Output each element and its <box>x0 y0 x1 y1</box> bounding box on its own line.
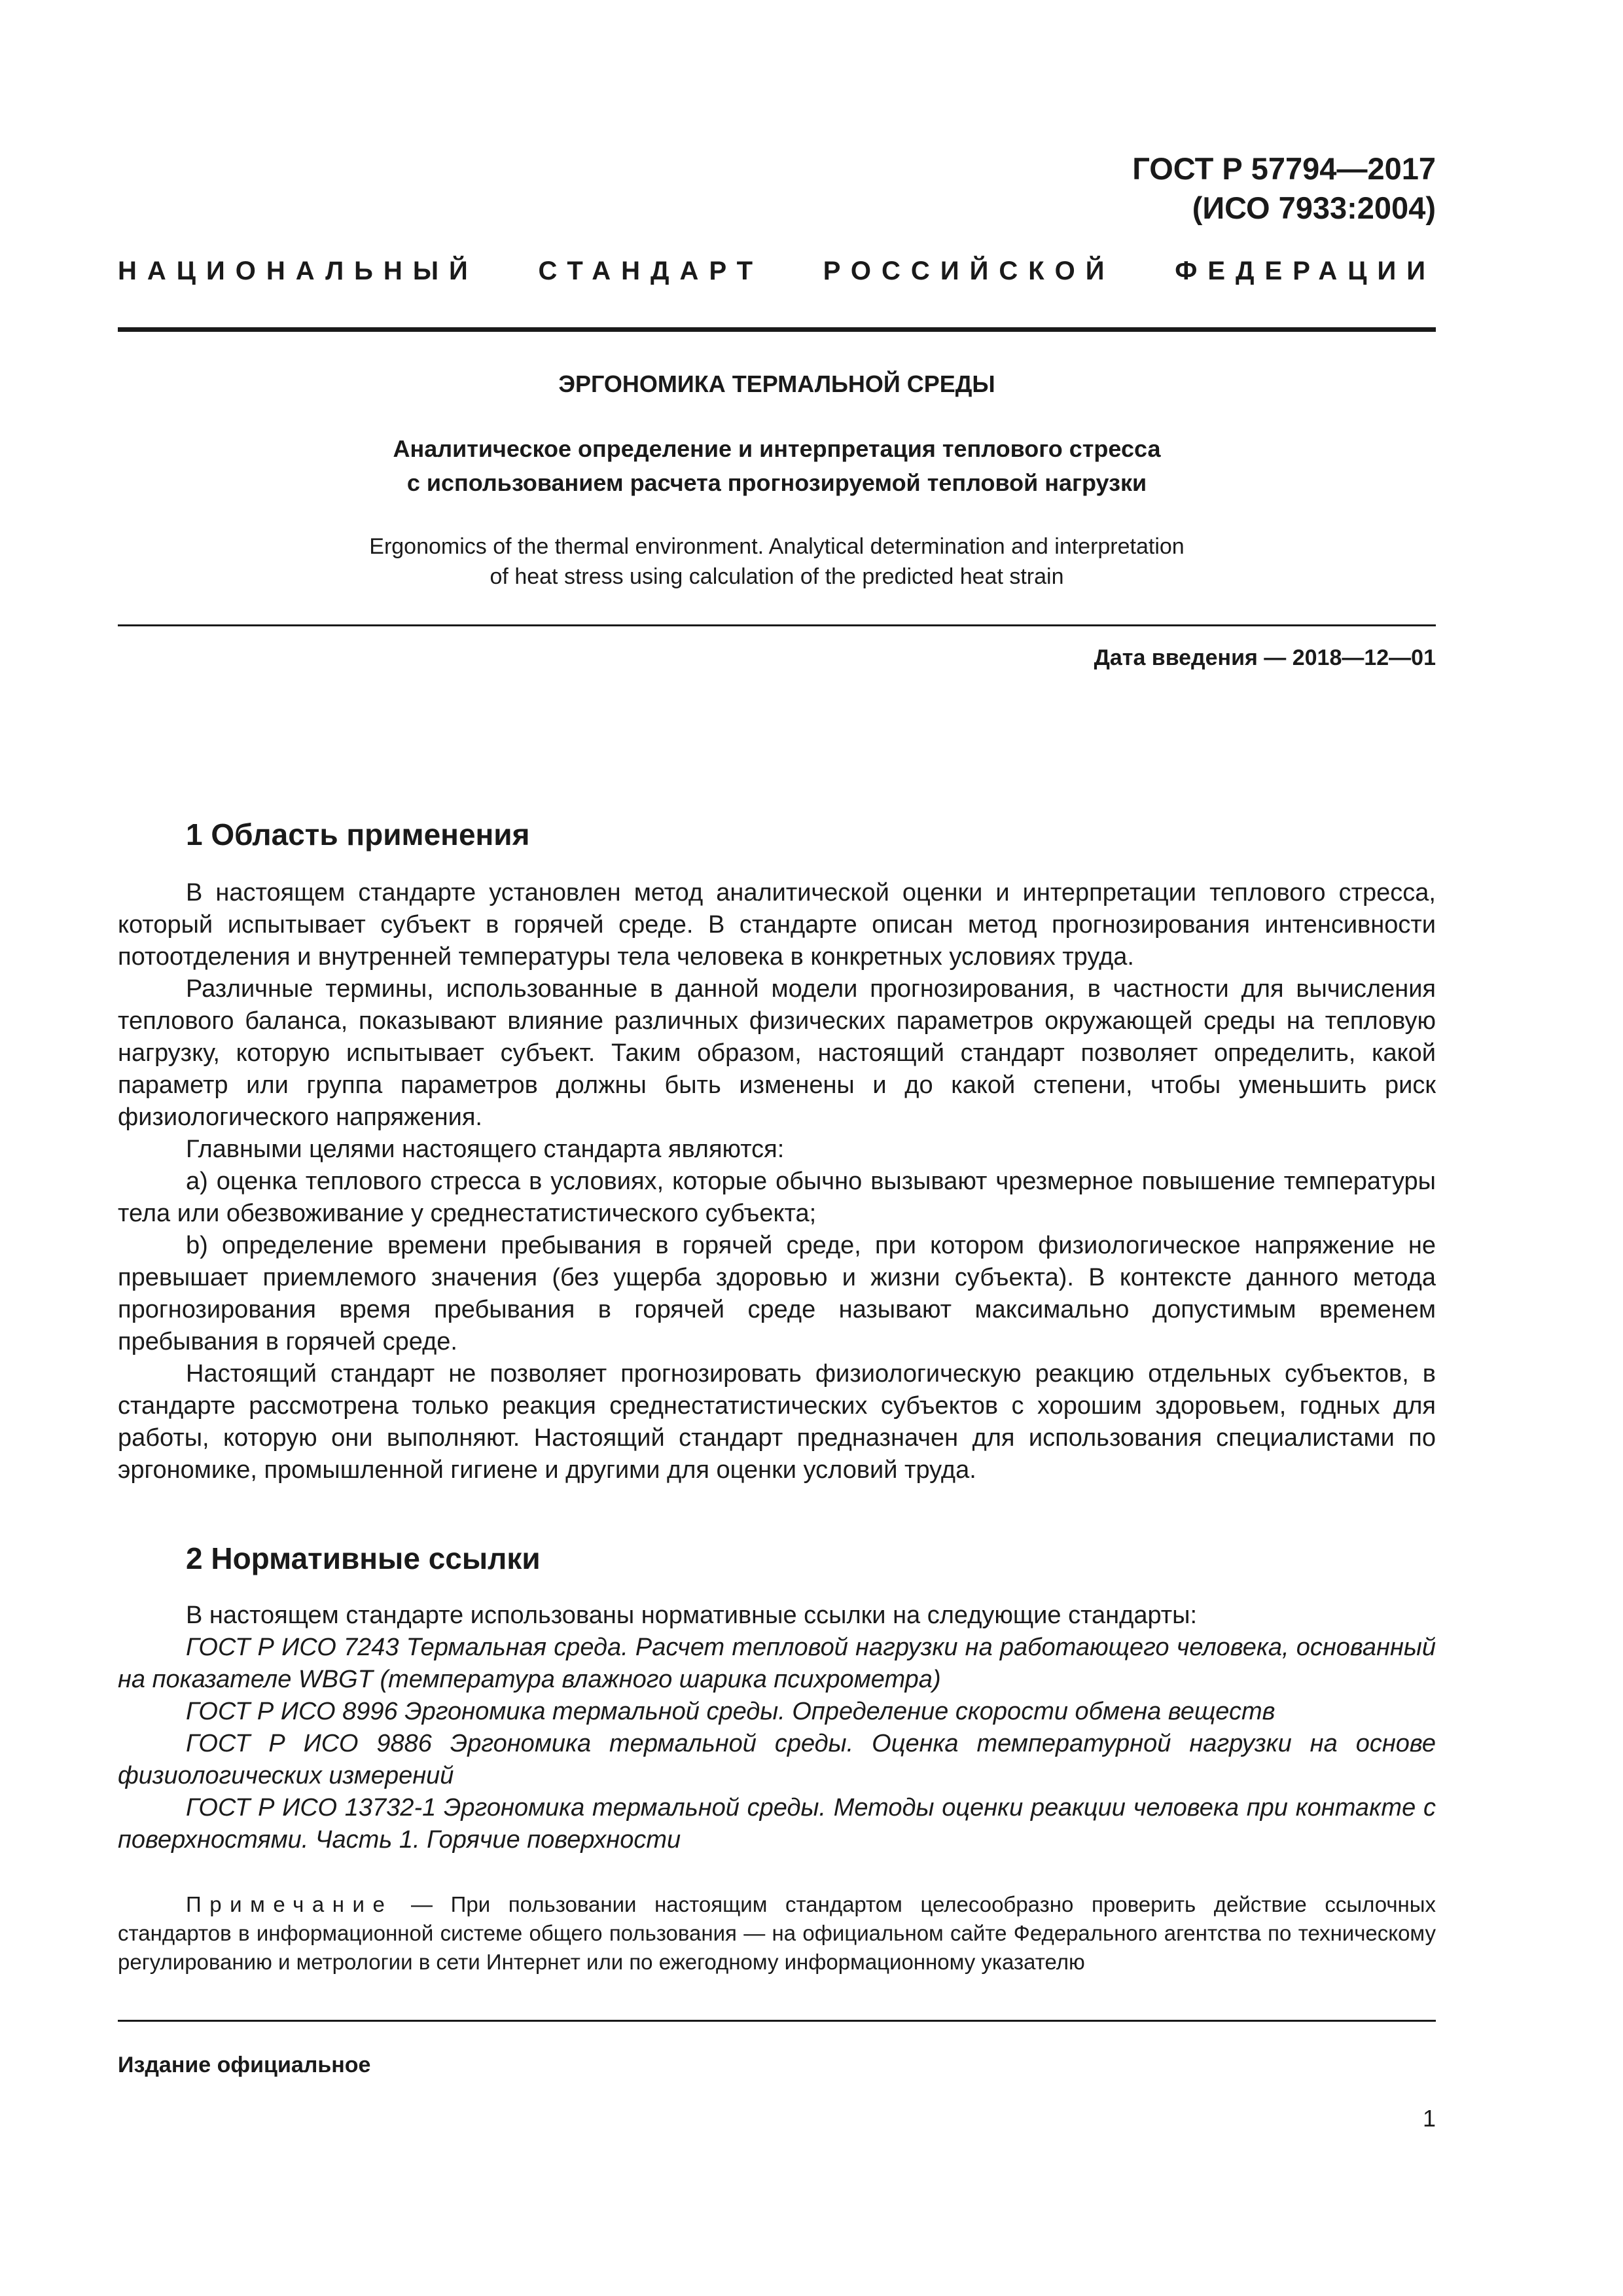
section-heading-references: 2 Нормативные ссылки <box>186 1541 541 1575</box>
paragraph: В настоящем стандарте использованы нормативные ссылки на следующие стандарты: <box>186 1602 1198 1629</box>
page-number: 1 <box>1422 2105 1436 2132</box>
section-scope-body <box>118 877 1436 1486</box>
paragraph: Главными целями настоящего стандарта являются: <box>186 1136 785 1163</box>
list-item: b) определение времени пребывания в горячей среде, при котором физиологическое напряжение не превышает приемлемого значения (без ущерба здоровью и жизни субъекта). В контексте данного метода прогнозирования время пребывания в горячей среде называют максимально допустимым временем пребывания в горячей среде. <box>118 1232 1436 1355</box>
list-item: а) оценка теплового стресса в условиях, которые обычно вызывают чрезмерное повышение температуры тела или обезвоживание у среднестатистического субъекта; <box>118 1168 1436 1227</box>
reference-item: ГОСТ Р ИСО 7243 Термальная среда. Расчет тепловой нагрузки на работающего человека, основанный на показателе WBGT (температура влажного шарика психрометра) <box>118 1634 1436 1693</box>
subtitle-line: Аналитическое определение и интерпретация теплового стресса <box>393 435 1161 462</box>
introduction-date: Дата введения — 2018—12—01 <box>1094 645 1436 670</box>
english-title-line: Ergonomics of the thermal environment. Analytical determination and interpretation <box>369 534 1185 559</box>
note-text: — При пользовании настоящим стандартом целесообразно проверить действие ссылочных стандартов в информационной системе общего пользования — на официальном сайте Федерального агентства по техническому регулированию и метрологии в сети Интернет или по ежегодному информационному указателю <box>118 1892 1436 1974</box>
reference-item: ГОСТ Р ИСО 9886 Эргономика термальной среды. Оценка температурной нагрузки на основе физиологических измерений <box>118 1730 1436 1789</box>
note-label: Примечание <box>186 1892 393 1916</box>
paragraph: Различные термины, использованные в данной модели прогнозирования, в частности для вычисления теплового баланса, показывают влияние различных физических параметров окружающей среды на тепловую нагрузку, которую испытывает субъект. Таким образом, настоящий стандарт позволяет определить, какой параметр или группа параметров должны быть изменены и до какой степени, чтобы уменьшить риск физиологического напряжения. <box>118 975 1436 1131</box>
edition-label: Издание официальное <box>118 2053 371 2077</box>
note <box>118 1890 1436 1977</box>
document-subtitle <box>118 432 1436 500</box>
english-title-line: of heat stress using calculation of the predicted heat strain <box>490 564 1064 589</box>
english-title <box>118 531 1436 592</box>
reference-item: ГОСТ Р ИСО 13732-1 Эргономика термальной среды. Методы оценки реакции человека при контакте с поверхностями. Часть 1. Горячие поверхности <box>118 1794 1436 1854</box>
iso-number: (ИСО 7933:2004) <box>1192 190 1436 225</box>
section-references-body <box>118 1600 1436 1856</box>
paragraph: В настоящем стандарте установлен метод аналитической оценки и интерпретации теплового стресса, который испытывает субъект в горячей среде. В стандарте описан метод прогнозирования интенсивности потоотделения и внутренней температуры тела человека в конкретных условиях труда. <box>118 879 1436 971</box>
document-title: ЭРГОНОМИКА ТЕРМАЛЬНОЙ СРЕДЫ <box>558 370 995 397</box>
header-divider <box>118 327 1436 332</box>
reference-item: ГОСТ Р ИСО 8996 Эргономика термальной среды. Определение скорости обмена веществ <box>186 1698 1275 1725</box>
footer-divider <box>118 2020 1436 2022</box>
subtitle-line: с использованием расчета прогнозируемой тепловой нагрузки <box>406 469 1147 496</box>
national-standard-banner: НАЦИОНАЛЬНЫЙ СТАНДАРТ РОССИЙСКОЙ ФЕДЕРАЦИИ <box>118 257 1436 285</box>
paragraph: Настоящий стандарт не позволяет прогнозировать физиологическую реакцию отдельных субъектов, в стандарте рассмотрена только реакция среднестатистических субъектов с хорошим здоровьем, годных для работы, которую они выполняют. Настоящий стандарт предназначен для использования специалистами по эргономике, промышленной гигиене и другими для оценки условий труда. <box>118 1360 1436 1484</box>
section-heading-scope: 1 Область применения <box>186 817 530 852</box>
document-designation <box>1132 149 1436 228</box>
title-divider <box>118 624 1436 626</box>
gost-number: ГОСТ Р 57794—2017 <box>1132 151 1436 186</box>
